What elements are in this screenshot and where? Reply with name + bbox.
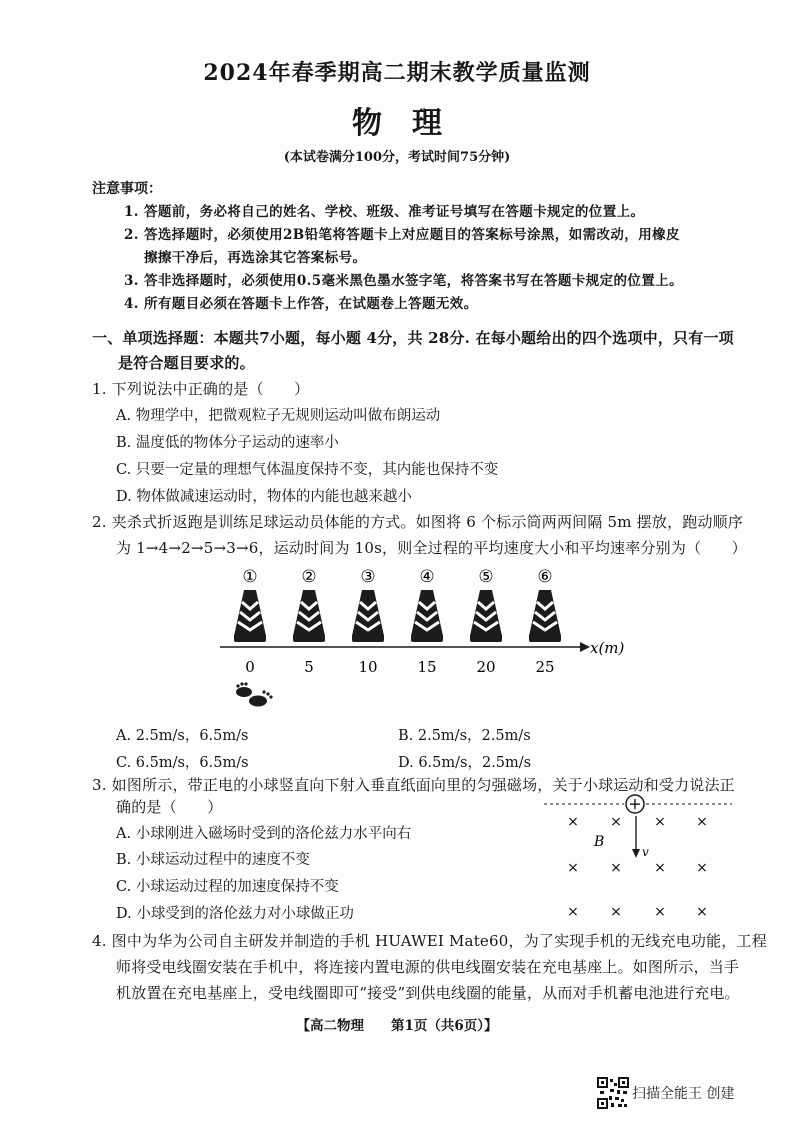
section-heading-line2: 是符合题目要求的。: [118, 354, 255, 372]
velocity-arrowhead: [632, 849, 640, 858]
q2-option-d: D. 6.5m/s，2.5m/s: [398, 755, 532, 771]
x-axis-arrow: [580, 642, 590, 652]
q3-figure: [540, 790, 740, 922]
q4-line1: 4. 图中为华为公司自主研发并制造的手机 HUAWEI Mate60，为了实现手机的无线充电功能，工程: [92, 932, 767, 950]
cone-label: ①: [242, 567, 258, 587]
q1-stem: 1. 下列说法中正确的是（ ）: [92, 380, 310, 398]
tick-label: 5: [304, 658, 314, 676]
field-cross: ×: [696, 860, 708, 876]
field-cross: ×: [654, 860, 666, 876]
q1-option-c: C. 只要一定量的理想气体温度保持不变，其内能也保持不变: [116, 462, 499, 478]
q3-option-b: B. 小球运动过程中的速度不变: [116, 852, 310, 868]
magnetic-field-crosses: [567, 814, 708, 920]
charge-sign: +: [628, 794, 642, 813]
q1-option-d: D. 物体做减速运动时，物体的内能也越来越小: [116, 489, 412, 505]
q2-stem-line1: 2. 夹杀式折返跑是训练足球运动员体能的方式。如图将 6 个标示筒两两间隔 5m 摆放，跑动顺序: [92, 513, 744, 531]
qr-code-icon: [597, 1077, 629, 1109]
q2-ticks: [245, 658, 554, 676]
q1-option-b: B. 温度低的物体分子运动的速率小: [116, 435, 339, 451]
cone-1: [234, 590, 266, 642]
subject-title: 物理: [352, 106, 472, 141]
tick-label: 10: [358, 658, 378, 676]
cone-label: ②: [301, 567, 317, 587]
footprint-icon: [236, 682, 273, 706]
cone-6: [529, 590, 561, 642]
notice-item: 擦擦干净后，再选涂其它答案标号。: [144, 250, 367, 266]
field-cross: ×: [567, 904, 579, 920]
notice-item: 2. 答选择题时，必须使用2B铅笔将答题卡上对应题目的答案标号涂黑，如需改动，用橡皮: [124, 227, 680, 243]
cone-label: ⑤: [478, 567, 494, 587]
field-cross: ×: [696, 814, 708, 830]
cone-label: ⑥: [537, 567, 553, 587]
x-axis-label: x(m): [590, 639, 625, 657]
q3-option-c: C. 小球运动过程的加速度保持不变: [116, 879, 339, 895]
cone-2: [293, 590, 325, 642]
notice-item: 1. 答题前，务必将自己的姓名、学校、班级、准考证号填写在答题卡规定的位置上。: [124, 204, 645, 220]
cone-label: ④: [419, 567, 435, 587]
q2-option-b: B. 2.5m/s，2.5m/s: [398, 728, 531, 744]
q3-stem-line1: 3. 如图所示，带正电的小球竖直向下射入垂直纸面向里的匀强磁场，关于小球运动和受力说法正: [92, 776, 735, 794]
q2-stem-line2: 为 1→4→2→5→3→6，运动时间为 10s，则全过程的平均速度大小和平均速率分别为（ ）: [116, 539, 747, 557]
velocity-label: v: [642, 845, 649, 859]
exam-note: (本试卷满分100分，考试时间75分钟): [283, 150, 511, 165]
page-footer: 【高二物理 第1页（共6页）】: [296, 1018, 498, 1034]
tick-label: 25: [535, 658, 555, 676]
q2-cones: [234, 567, 561, 642]
q4-line3: 机放置在充电基座上，受电线圈即可“接受”到供电线圈的能量，从而对手机蓄电池进行充电。: [116, 984, 740, 1002]
notice-item: 4. 所有题目必须在答题卡上作答，在试题卷上答题无效。: [124, 296, 478, 312]
field-cross: ×: [610, 860, 622, 876]
field-cross: ×: [654, 904, 666, 920]
section-heading-line1: 一、单项选择题：本题共7小题，每小题 4分，共 28分. 在每小题给出的四个选项中，只有一项: [92, 329, 734, 347]
q3-stem-line2: 确的是（ ）: [116, 798, 223, 816]
q3-option-d: D. 小球受到的洛伦兹力对小球做正功: [116, 906, 354, 922]
tick-label: 15: [417, 658, 437, 676]
notice-item: 3. 答非选择题时，必须使用0.5毫米黑色墨水签字笔，将答案书写在答题卡规定的位置上。: [124, 273, 683, 289]
tick-label: 20: [476, 658, 496, 676]
field-cross: ×: [610, 904, 622, 920]
q1-option-a: A. 物理学中，把微观粒子无规则运动叫做布朗运动: [116, 408, 441, 424]
field-cross: ×: [567, 814, 579, 830]
q2-option-c: C. 6.5m/s，6.5m/s: [116, 755, 249, 771]
q3-option-a: A. 小球刚进入磁场时受到的洛伦兹力水平向右: [116, 826, 412, 842]
q2-option-a: A. 2.5m/s，6.5m/s: [116, 728, 249, 744]
field-label: B: [594, 834, 605, 850]
field-cross: ×: [610, 814, 622, 830]
field-cross: ×: [696, 904, 708, 920]
cone-5: [470, 590, 502, 642]
tick-label: 0: [245, 658, 255, 676]
field-cross: ×: [654, 814, 666, 830]
q4-line2: 师将受电线圈安装在手机中，将连接内置电源的供电线圈安装在充电基座上。如图所示，当手: [116, 958, 740, 976]
scanner-watermark: 扫描全能王 创建: [632, 1086, 735, 1102]
exam-title: 2024年春季期高二期末教学质量监测: [203, 60, 591, 86]
field-cross: ×: [567, 860, 579, 876]
cone-3: [352, 590, 384, 642]
cone-label: ③: [360, 567, 376, 587]
notice-heading: 注意事项：: [92, 181, 162, 197]
cone-4: [411, 590, 443, 642]
